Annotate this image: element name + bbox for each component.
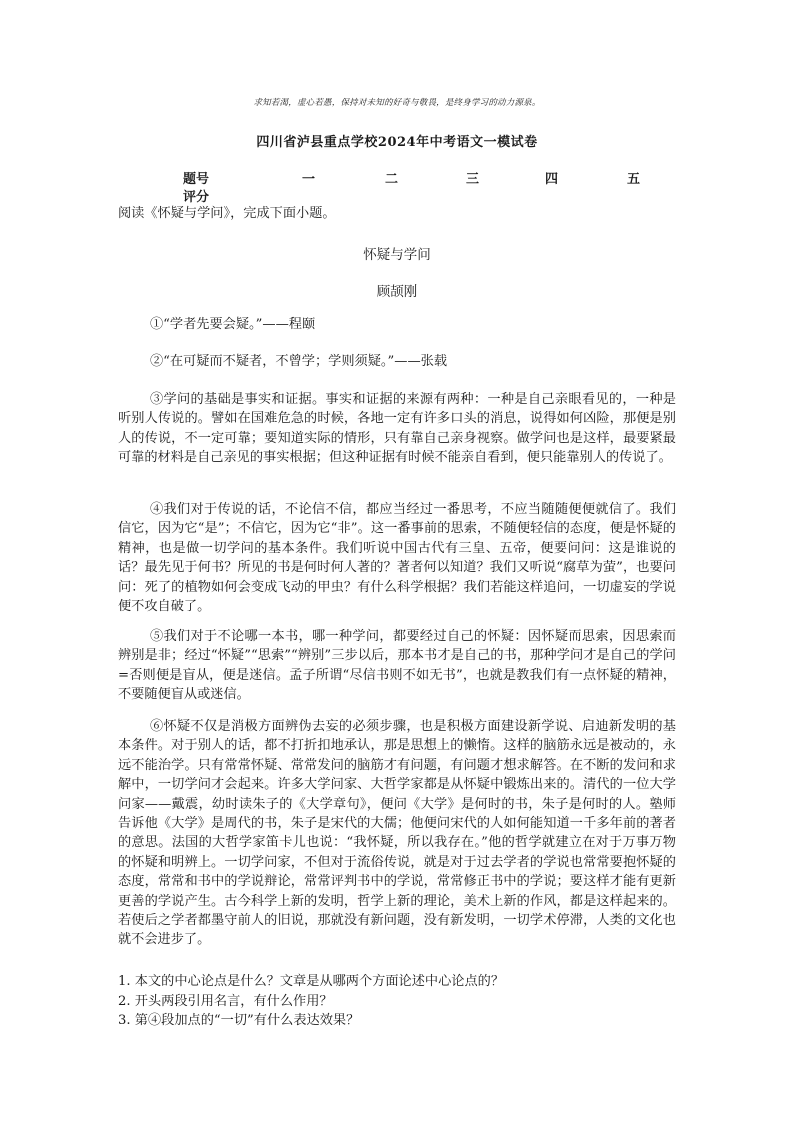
article-quote-1: ①“学者先要会疑。”——程颐: [150, 317, 316, 332]
reading-instruction: 阅读《怀疑与学问》，完成下面小题。: [118, 206, 336, 221]
article-paragraph-3: ③学问的基础是事实和证据。事实和证据的来源有两种：一种是自己亲眼看见的，一种是听别人传说的。譬如在国难危急的时候，各地一定有许多口头的消息，说得如何凶险，那便是别人的传说，不一定可靠；要知道实际的情形，只有靠自己亲身视察。做学问也是这样，最要紧最可靠的材料是自己亲见的事实根据；但这种证据有时候不能亲自看到，便只能靠别人的传说了。: [118, 392, 676, 466]
score-table-row-label-score: 评分: [183, 190, 210, 205]
question-item: 2. 开头两段引用名言，有什么作用？: [118, 993, 333, 1009]
question-item: 1. 本文的中心论点是什么？文章是从哪两个方面论述中心论点的？: [118, 974, 505, 989]
header-motto: 求知若渴，虚心若愚，保持对未知的好奇与敬畏，是终身学习的动力源泉。: [253, 98, 541, 108]
score-table-col-1: 一: [302, 172, 316, 187]
article-paragraph-5: ⑤我们对于不论哪一本书，哪一种学问，都要经过自己的怀疑：因怀疑而思索，因思索而辨别是非；经过“怀疑”“思索”“辨别”三步以后，那本书才是自己的书，那种学问才是自己的学问=否则便是盲从，便是迷信。孟子所谓“尽信书则不如无书”，也就是教我们有一点怀疑的精神，不要随便盲从或迷信。: [118, 629, 676, 703]
article-quote-2: ②“在可疑而不疑者，不曾学；学则须疑。”——张载: [150, 354, 448, 369]
score-table-row-label-number: 题号: [183, 172, 210, 187]
article-author: 顾颉刚: [376, 284, 418, 300]
page-title: 四川省泸县重点学校2024年中考语文一模试卷: [256, 135, 538, 150]
question-item: 3. 第④段加点的“一切”有什么表达效果？: [118, 1013, 360, 1028]
score-table-col-3: 三: [466, 172, 480, 187]
article-paragraph-6: ⑥怀疑不仅是消极方面辨伪去妄的必须步骤，也是积极方面建设新学说、启迪新发明的基本条件。对于别人的话，都不打折扣地承认，那是思想上的懒惰。这样的脑筋永远是被动的，永远不能治学。只有常常怀疑、常常发问的脑筋才有问题，有问题才想求解答。在不断的发问和求解中，一切学问才会起来。许多大学问家、大哲学家都是从怀疑中锻炼出来的。清代的一位大学问家——戴震，幼时读朱子的《大学章句》，便问《大学》是何时的书，朱子是何时的人。塾师告诉他《大学》是周代的书，朱子是宋代的大儒；他便问宋代的人如何能知道一千多年前的著者的意思。法国的大哲学家笛卡儿也说：“我怀疑，所以我存在。”他的哲学就建立在对于万事万物的怀疑和明辨上。一切学问家，不但对于流俗传说，就是对于过去学者的学说也常常要抱怀疑的态度，常常和书中的学说辩论，常常评判书中的学说，常常修正书中的学说；要这样才能有更新更善的学说产生。古今科学上新的发明，哲学上新的理论，美术上新的作风，都是这样起来的。若使后之学者都墨守前人的旧说，那就没有新问题，没有新发明，一切学术停滞，人类的文化也就不会进步了。: [118, 719, 676, 948]
score-table-col-2: 二: [385, 172, 399, 187]
score-table-col-5: 五: [627, 172, 641, 187]
question-list: [118, 972, 678, 1031]
score-table-col-4: 四: [545, 172, 559, 187]
article-title: 怀疑与学问: [363, 247, 431, 263]
score-table: [0, 168, 794, 204]
article-paragraph-4: ④我们对于传说的话，不论信不信，都应当经过一番思考，不应当随随便便就信了。我们信它，因为它“是”；不信它，因为它“非”。这一番事前的思索，不随便轻信的态度，便是怀疑的精神，也是做一切学问的基本条件。我们听说中国古代有三皇、五帝，便要问问：这是谁说的话？最先见于何书？所见的书是何时何人著的？著者何以知道？我们又听说“腐草为萤”，也要问问：死了的植物如何会变成飞动的甲虫？有什么科学根据？我们若能这样追问，一切虚妄的学说便不攻自破了。: [118, 502, 676, 615]
